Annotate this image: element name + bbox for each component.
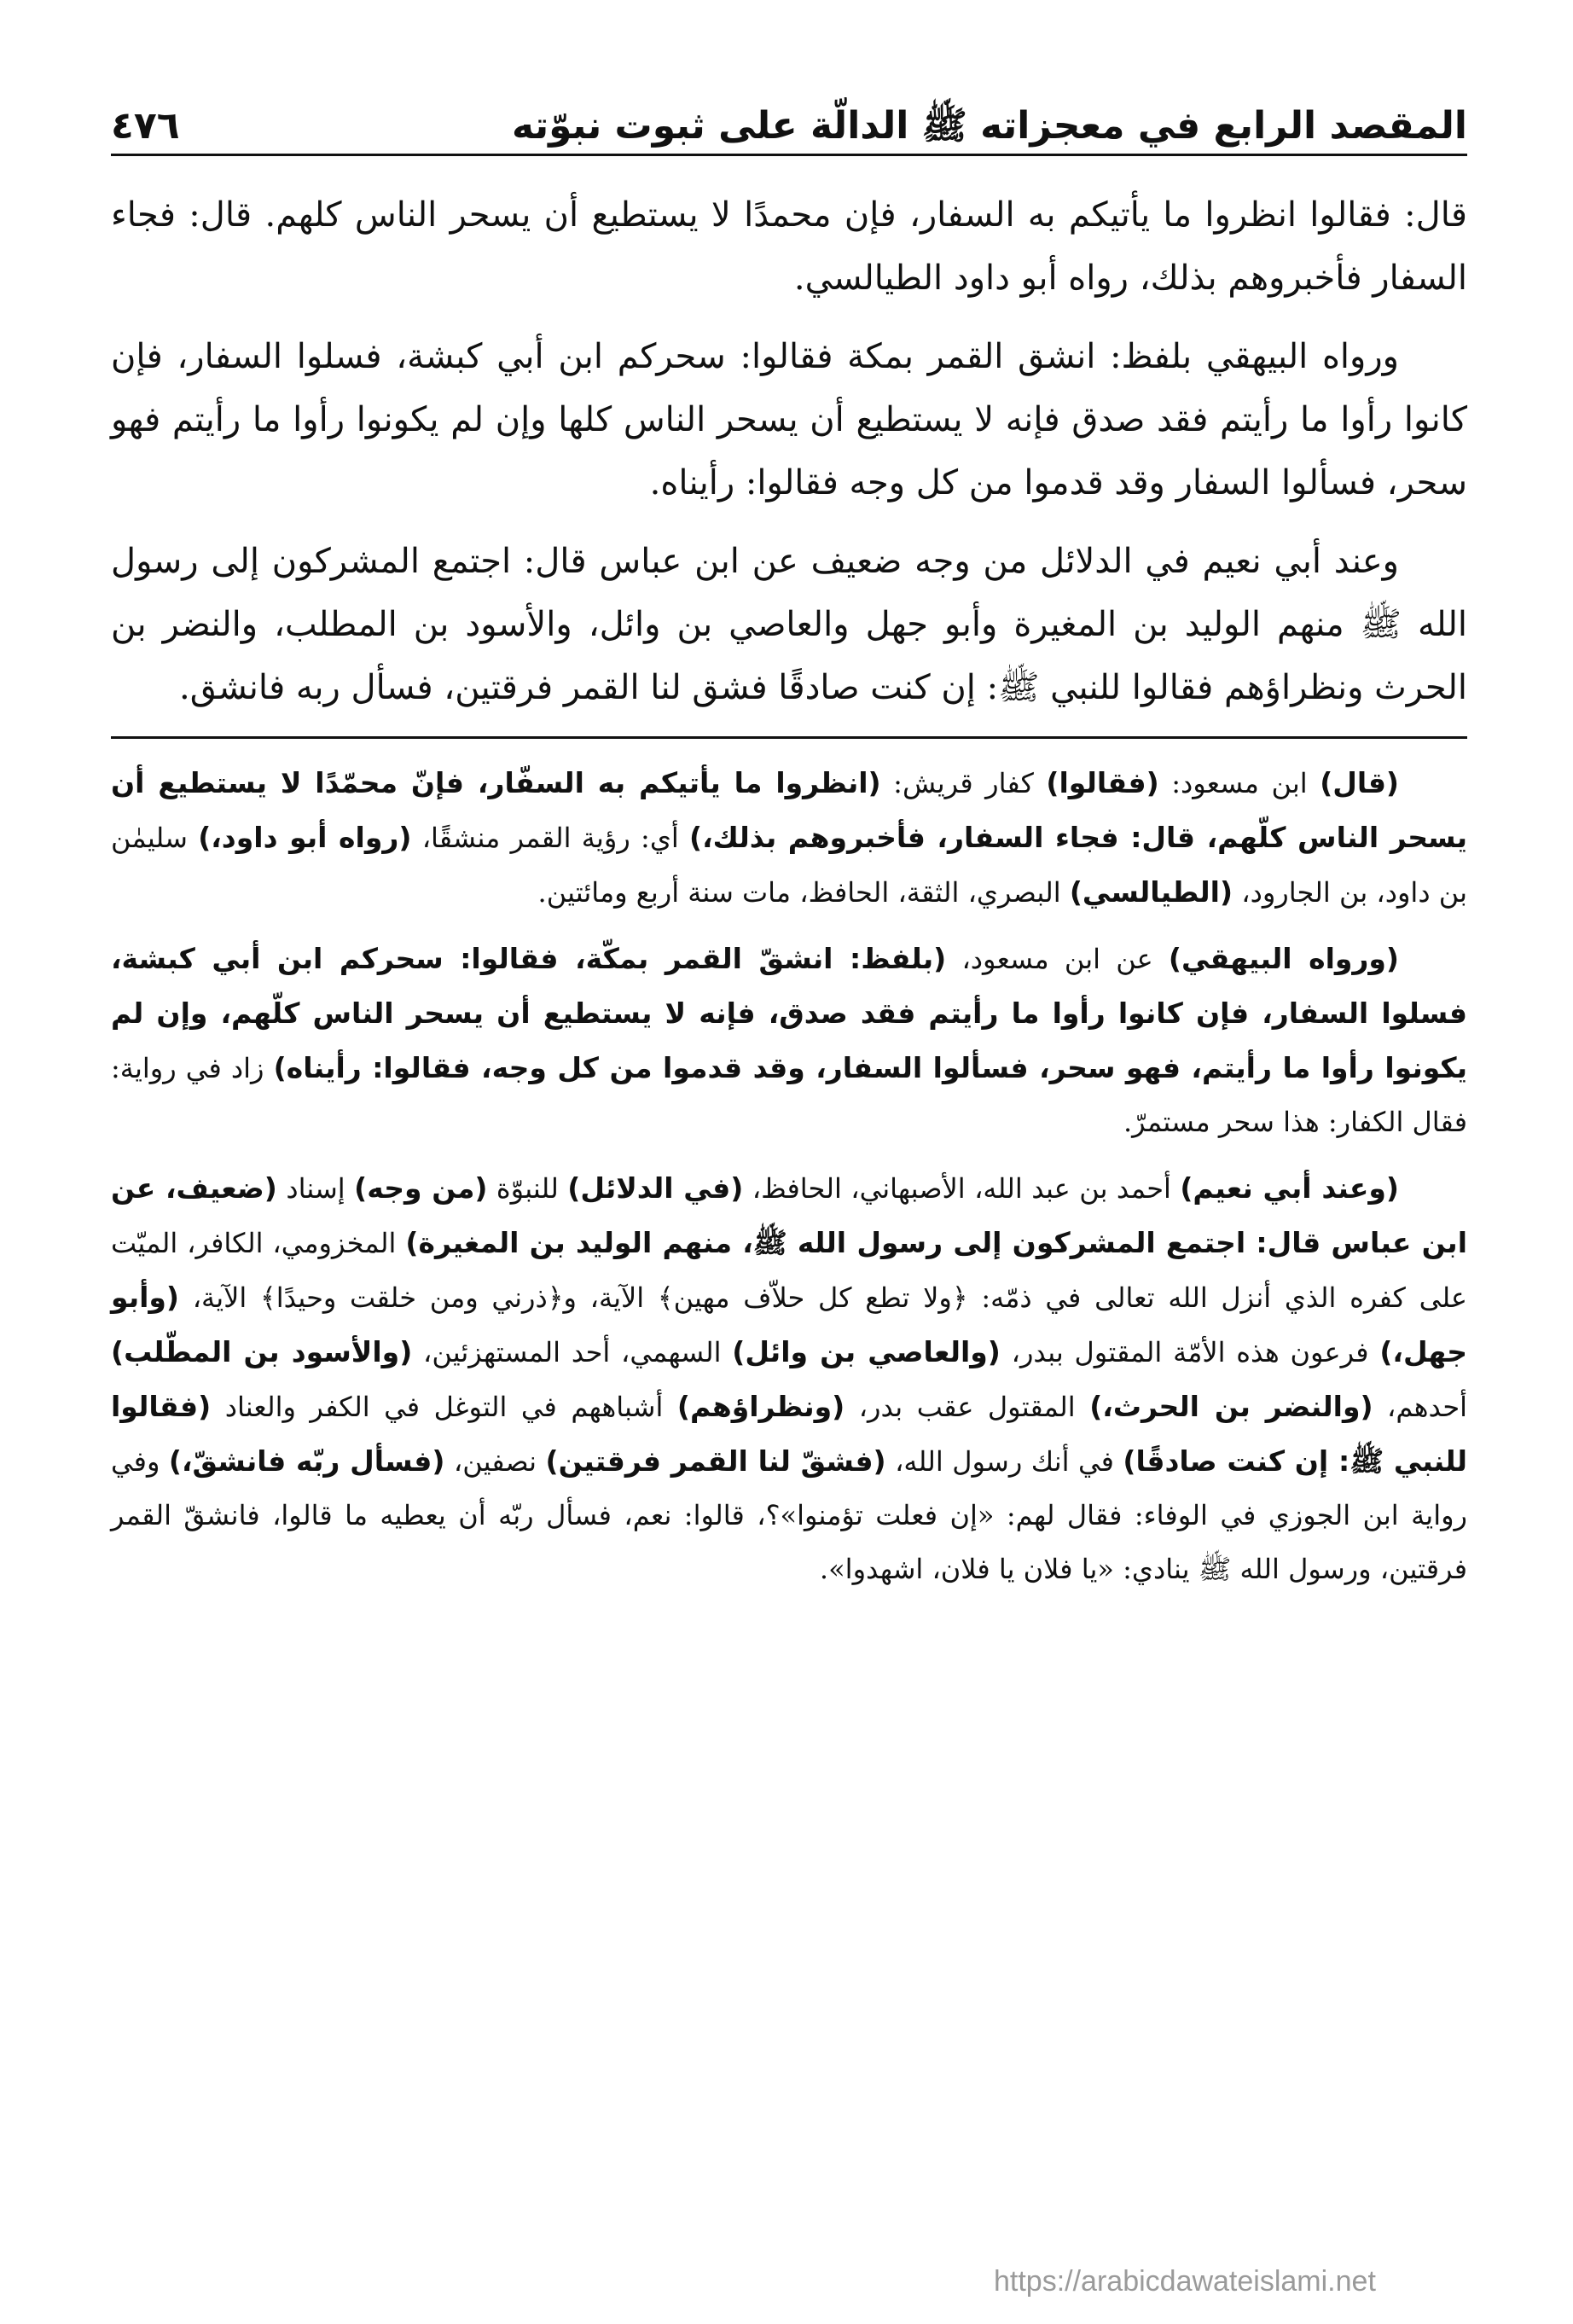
commentary-paragraph xyxy=(111,1161,1467,1596)
quoted-text: (فسأل ربّه فانشقّ،) xyxy=(168,1444,445,1478)
quoted-text: (والعاصي بن وائل) xyxy=(732,1335,1001,1368)
explanation-text: فرعون هذه الأمّة المقتول ببدر، xyxy=(1000,1336,1380,1368)
quoted-text: (ونظراؤهم) xyxy=(676,1390,845,1423)
quoted-text: (ورواه البيهقي) xyxy=(1168,942,1399,975)
watermark-url: https://arabicdawateislami.net xyxy=(994,2265,1376,2298)
quoted-text: (رواه أبو داود،) xyxy=(198,821,412,854)
quoted-text: (انظروا ما يأتيكم به السفّار، فإنّ محمّدًا لا يستطيع أن يسحر الناس كلّهم، قال: فجاء السفار، فأخبروهم بذلك،) xyxy=(111,766,1467,854)
explanation-text: المخزومي، الكافر، الميّت على كفره الذي أنزل الله تعالى في ذمّه: ﴿ولا تطع كل حلاّف مهين﴾ الآية، و﴿ذرني ومن خلقت وحيدًا﴾ الآية، xyxy=(111,1227,1468,1314)
page-number: ٤٧٦ xyxy=(111,104,180,148)
explanation-text: وفي رواية ابن الجوزي في الوفاء: فقال لهم: «إن فعلت تؤمنوا»؟، قالوا: نعم، فسأل ربّه أن يعطيه ما قالوا، فانشقّ القمر فرقتين، ورسول الله ﷺ ينادي: «يا فلان يا فلان، اشهدوا». xyxy=(111,1445,1467,1585)
explanation-text: نصفين، xyxy=(444,1445,546,1478)
quoted-text: (في الدلائل) xyxy=(567,1171,744,1205)
explanation-text: المقتول عقب بدر، xyxy=(845,1391,1090,1423)
commentary-paragraph xyxy=(111,756,1467,920)
explanation-text: للنبوّة xyxy=(487,1172,568,1205)
quoted-text: (فشقّ لنا القمر فرقتين) xyxy=(545,1444,886,1478)
explanation-text: البصري، الثقة، الحافظ، مات سنة أربع ومائتين. xyxy=(537,876,1070,909)
book-page xyxy=(111,68,1467,2252)
explanation-text: زاد في رواية: فقال الكفار: هذا سحر مستمرّ. xyxy=(111,1052,1467,1138)
main-paragraph: وعند أبي نعيم في الدلائل من وجه ضعيف عن ابن عباس قال: اجتمع المشركون إلى رسول الله ﷺ منهم الوليد بن المغيرة وأبو جهل والعاصي بن وائل، والأسود بن المطلب، والنضر بن الحرث ونظراؤهم فقالوا للنبي ﷺ: إن كنت صادقًا فشق لنا القمر فرقتين، فسأل ربه فانشق. xyxy=(111,542,1467,707)
explanation-text: أشباههم في التوغل في الكفر والعناد xyxy=(211,1391,677,1423)
explanation-text: سليمٰن بن داود، بن الجارود، xyxy=(111,822,1467,909)
page-header xyxy=(111,68,1467,156)
explanation-text: إسناد xyxy=(276,1172,355,1205)
quoted-text: (وأبو جهل،) xyxy=(111,1281,1467,1368)
quoted-text: (بلفظ: انشقّ القمر بمكّة، فقالوا: سحركم ابن أبي كبشة، فسلوا السفار، فإن كانوا رأوا ما رأيتم فقد صدق، فإنه لا يستطيع أن يسحر الناس كلّهم، وإن لم يكونوا رأوا ما رأيتم، فهو سحر، فسألوا السفار، وقد قدموا من كل وجه، فقالوا: رأيناه) xyxy=(111,942,1467,1084)
commentary-paragraph xyxy=(111,932,1467,1149)
quoted-text: (قال) xyxy=(1320,766,1400,799)
main-paragraph: ورواه البيهقي بلفظ: انشق القمر بمكة فقالوا: سحركم ابن أبي كبشة، فسلوا السفار، فإن كانوا رأوا ما رأيتم فقد صدق فإنه لا يستطيع أن يسحر الناس كلها وإن لم يكونوا رأوا ما رأيتم فهو سحر، فسألوا السفار وقد قدموا من كل وجه فقالوا: رأيناه. xyxy=(111,337,1468,503)
commentary xyxy=(111,756,1467,1596)
explanation-text: السهمي، أحد المستهزئين، xyxy=(412,1336,733,1368)
quoted-text: (ضعيف، عن ابن عباس قال: اجتمع المشركون إلى رسول الله ﷺ، منهم الوليد بن المغيرة) xyxy=(111,1171,1468,1259)
explanation-text: عن ابن مسعود، xyxy=(946,943,1169,975)
explanation-text: أحدهم، xyxy=(1373,1391,1468,1423)
section-divider xyxy=(111,736,1467,739)
main-paragraph: قال: فقالوا انظروا ما يأتيكم به السفار، فإن محمدًا لا يستطيع أن يسحر الناس كلهم. قال: فجاء السفار فأخبروهم بذلك، رواه أبو داود الطيالسي. xyxy=(111,195,1467,298)
quoted-text: (وعند أبي نعيم) xyxy=(1180,1171,1400,1205)
quoted-text: (من وجه) xyxy=(354,1171,488,1205)
running-title: المقصد الرابع في معجزاته ﷺ الدالّة على ثبوت نبوّته xyxy=(511,104,1467,148)
quoted-text: (والأسود بن المطّلب) xyxy=(111,1335,413,1368)
quoted-text: (فقالوا للنبي ﷺ: إن كنت صادقًا) xyxy=(111,1390,1468,1478)
main-text xyxy=(111,183,1467,719)
explanation-text: في أنك رسول الله، xyxy=(885,1445,1123,1478)
quoted-text: (الطيالسي) xyxy=(1069,875,1233,909)
explanation-text: أحمد بن عبد الله، الأصبهاني، الحافظ، xyxy=(743,1172,1181,1205)
explanation-text: ابن مسعود: xyxy=(1158,767,1321,799)
explanation-text: أي: رؤية القمر منشقًا، xyxy=(411,822,690,854)
quoted-text: (فقالوا) xyxy=(1046,766,1159,799)
explanation-text: كفار قريش: xyxy=(880,767,1047,799)
quoted-text: (والنضر بن الحرث،) xyxy=(1089,1390,1373,1423)
